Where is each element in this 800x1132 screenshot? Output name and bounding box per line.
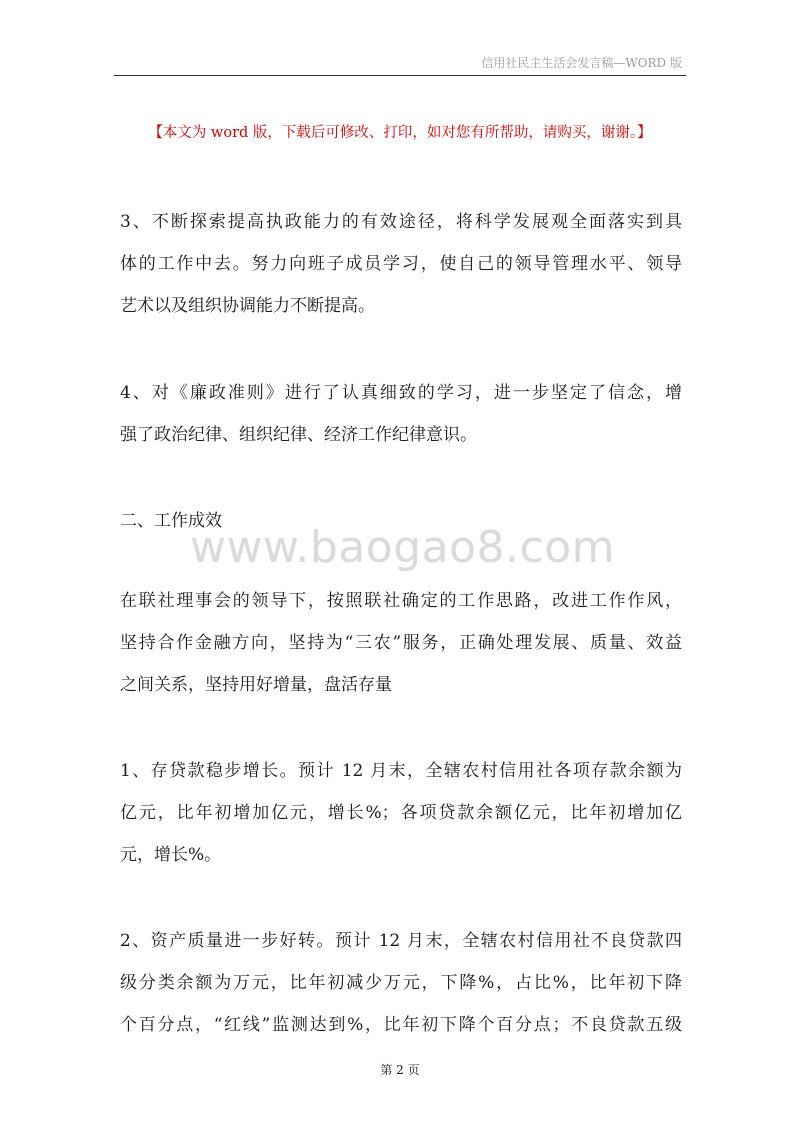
- paragraph-line: 4、对《廉政准则》进行了认真细致的学习，进一步坚定了信念，增: [120, 383, 682, 403]
- paragraph-line: 1、存贷款稳步增长。预计 12 月末，全辖农村信用社各项存款余额为: [120, 761, 682, 781]
- paragraph-line: 元，增长%。: [120, 845, 222, 865]
- paragraph-deposits-loans: [120, 750, 682, 876]
- paragraph-line: 个百分点，“红线”监测达到%，比年初下降个百分点；不良贷款五级: [120, 1015, 682, 1035]
- paragraph-item-3: [120, 201, 682, 327]
- paragraph-line: 坚持合作金融方向，坚持为“三农”服务，正确处理发展、质量、效益: [120, 633, 682, 653]
- paragraph-item-4: [120, 372, 682, 456]
- page-number: 第 2 页: [380, 1063, 420, 1077]
- section-heading-text: 二、工作成效: [120, 511, 222, 531]
- paragraph-line: 2、资产质量进一步好转。预计 12 月末，全辖农村信用社不良贷款四: [120, 931, 682, 951]
- paragraph-line: 艺术以及组织协调能力不断提高。: [120, 296, 375, 316]
- watermark: www.baogao8.com: [190, 522, 615, 573]
- header-divider: [114, 75, 686, 76]
- paragraph-line: 在联社理事会的领导下，按照联社确定的工作思路，改进工作作风，: [120, 591, 682, 611]
- paragraph-line: 强了政治纪律、组织纪律、经济工作纪律意识。: [120, 425, 477, 445]
- paragraph-line: 级分类余额为万元，比年初减少万元，下降%，占比%，比年初下降: [120, 973, 682, 993]
- paragraph-line: 之间关系，坚持用好增量，盘活存量: [120, 675, 392, 695]
- paragraph-line: 体的工作中去。努力向班子成员学习，使自己的领导管理水平、领导: [120, 254, 682, 274]
- paragraph-line: 亿元，比年初增加亿元，增长%；各项贷款余额亿元，比年初增加亿: [120, 803, 682, 823]
- paragraph-line: 3、不断探索提高执政能力的有效途径，将科学发展观全面落实到具: [120, 212, 682, 232]
- document-header-title: 信用社民主生活会发言稿—WORD 版: [481, 56, 682, 70]
- purchase-notice: 【本文为 word 版，下载后可修改、打印，如对您有所帮助，请购买，谢谢。】: [148, 125, 652, 141]
- paragraph-asset-quality: [120, 920, 682, 1046]
- paragraph-work-results: [120, 580, 682, 706]
